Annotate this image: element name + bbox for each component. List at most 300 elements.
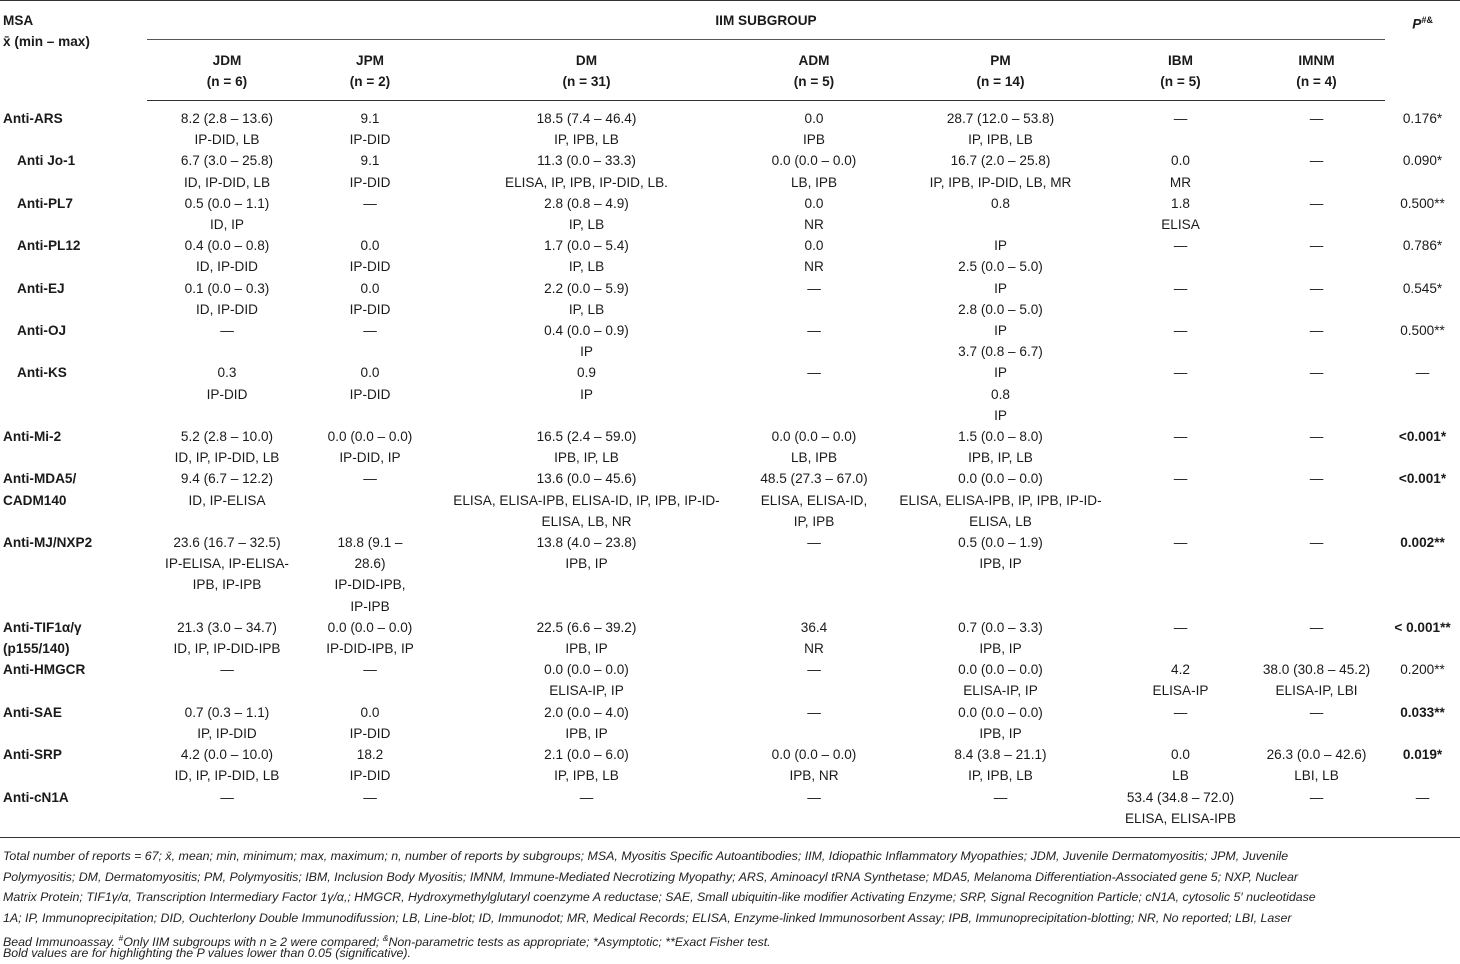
- cell-ibm: [1113, 235, 1248, 277]
- cell-line: 0.1 (0.0 – 0.3): [184, 280, 270, 296]
- cell-line: —: [363, 662, 377, 678]
- cell-adm: [740, 235, 888, 277]
- column-name: JPM: [356, 53, 384, 68]
- cell-line: MR: [1169, 174, 1192, 190]
- cell-line: IP, IPB, LB: [968, 768, 1033, 784]
- cell-dm: [433, 468, 740, 532]
- cell-line: —: [1173, 619, 1188, 635]
- row-label: Anti-ARS: [3, 110, 63, 126]
- cell-line: IP-DID: [206, 386, 248, 402]
- footnote-line: 1A; IP, Immunoprecipitation; DID, Ouchterlony Double Immunodifussion; LB, Line-blot; ID, Immunodot; MR, Medical Records; ELISA, Enzyme-linked Immunosorbent Assay; IPB, Immunoprecipitation-blotting; NR, No reported; LBI, Laser: [3, 910, 1292, 925]
- cell-line: IP-DID: [349, 174, 391, 190]
- cell-line: ID, IP, IP-DID-IPB: [173, 641, 281, 657]
- cell-line: 0.8: [991, 195, 1010, 211]
- cell-line: 0.0 (0.0 – 0.0): [771, 429, 857, 445]
- cell-line: ELISA, ELISA-IPB, ELISA-ID, IP, IPB, IP-ID-: [453, 492, 720, 508]
- cell-pm: [888, 235, 1113, 277]
- cell-adm: [740, 702, 888, 744]
- cell-line: NR: [804, 217, 824, 233]
- footnote-sup-amp: &: [382, 933, 389, 944]
- cell-adm: [740, 150, 888, 192]
- row-label: Anti-EJ: [17, 280, 65, 296]
- cell-adm: [740, 362, 888, 426]
- table-row: [0, 532, 1460, 617]
- cell-line: —: [807, 704, 821, 720]
- cell-line: IP-IPB: [350, 598, 390, 614]
- cell-line: 0.5 (0.0 – 1.1): [184, 195, 270, 211]
- cell-dm: [433, 278, 740, 320]
- cell-line: 0.0: [360, 280, 380, 296]
- cell-line: IPB: [803, 132, 825, 148]
- cell-line: 8.4 (3.8 – 21.1): [954, 747, 1047, 763]
- cell-line: 9.1: [360, 111, 380, 126]
- cell-dm: [433, 744, 740, 786]
- cell-dm: [433, 101, 740, 151]
- cell-imnm: [1248, 362, 1385, 426]
- cell-line: ID, IP, IP-DID, LB: [174, 768, 280, 784]
- cell-line: 0.0 (0.0 – 0.0): [327, 619, 413, 635]
- cell-line: IP, IPB, IP-DID, LB, MR: [929, 174, 1072, 190]
- footnote-line: Total number of reports = 67; x̄, mean; min, minimum; max, maximum; n, number of reports by subgroups; MSA, Myositis Specific Autoantibodies; IIM, Idiopathic Inflammatory Myopathies; JDM, Juvenile Dermatomyositis; JPM, Juvenile: [3, 849, 1289, 863]
- table-row: [0, 278, 1460, 320]
- column-name: DM: [575, 53, 598, 68]
- cell-dm: [433, 235, 740, 277]
- cell-line: —: [1309, 704, 1324, 720]
- cell-line: —: [363, 789, 377, 805]
- p-value: 0.176*: [1402, 110, 1443, 126]
- cell-line: 16.5 (2.4 – 59.0): [536, 429, 637, 445]
- cell-ibm: [1113, 362, 1248, 426]
- cell-line: IPB, IP: [979, 556, 1022, 572]
- table-bottom-rule: [0, 829, 1460, 838]
- cell-line: ID, IP-DID, LB: [183, 174, 271, 190]
- msa-sublabel: x̄ (min – max): [3, 34, 90, 49]
- cell-line: IPB, IP: [979, 641, 1022, 657]
- cell-line: 0.0 (0.0 – 0.0): [958, 471, 1043, 487]
- column-n: (n = 5): [1160, 74, 1201, 89]
- footnote-note-1: Only IIM subgroups with n ≥ 2 were compared;: [123, 935, 383, 950]
- cell-line: —: [807, 535, 821, 551]
- cell-adm: [740, 426, 888, 468]
- cell-line: 0.4 (0.0 – 0.8): [184, 238, 270, 254]
- cell-dm: [433, 532, 740, 617]
- cell-line: LB: [1172, 768, 1189, 784]
- cell-pm: [888, 362, 1113, 426]
- cell-jdm: [147, 659, 307, 701]
- cell-line: —: [220, 789, 234, 805]
- p-value: 0.500**: [1400, 323, 1445, 339]
- cell-adm: [740, 278, 888, 320]
- cell-line: IP-DID: [349, 259, 391, 275]
- cell-jdm: [147, 150, 307, 192]
- cell-line: ELISA, LB: [969, 513, 1032, 529]
- table-row: [0, 362, 1460, 426]
- cell-line: 0.0 (0.0 – 0.0): [771, 153, 857, 169]
- cell-ibm: [1113, 150, 1248, 192]
- cell-line: 0.0: [804, 238, 824, 254]
- column-name: JDM: [212, 53, 242, 68]
- cell-line: IPB, IP-IPB: [192, 577, 262, 593]
- cell-line: 48.5 (27.3 – 67.0): [760, 471, 868, 487]
- cell-line: 0.0: [360, 365, 380, 381]
- row-label: Anti-MJ/NXP2: [3, 535, 93, 551]
- cell-line: 0.0: [1171, 153, 1190, 169]
- cell-line: ID, IP: [210, 217, 244, 233]
- cell-line: IPB, IP, LB: [968, 450, 1033, 466]
- cell-dm: [433, 362, 740, 426]
- cell-line: 1.5 (0.0 – 8.0): [958, 429, 1043, 445]
- p-value: —: [1415, 365, 1430, 381]
- footnote-sup-hash: #: [118, 933, 124, 944]
- cell-line: 4.2 (0.0 – 10.0): [180, 747, 274, 763]
- column-header-imnm: [1248, 40, 1385, 101]
- row-label: Anti-OJ: [17, 323, 67, 339]
- column-name: IMNM: [1298, 53, 1335, 68]
- cell-pm: [888, 702, 1113, 744]
- column-n: (n = 5): [793, 74, 835, 89]
- cell-line: ELISA-IP, IP: [549, 683, 624, 699]
- cell-ibm: [1113, 744, 1248, 786]
- cell-dm: [433, 702, 740, 744]
- cell-line: LB, IPB: [790, 450, 838, 466]
- cell-line: 53.4 (34.8 – 72.0): [1126, 789, 1235, 805]
- cell-jpm: [307, 426, 433, 468]
- row-label: Anti-MDA5/ CADM140: [3, 471, 77, 508]
- cell-line: 0.8: [991, 386, 1010, 402]
- cell-line: —: [993, 789, 1008, 805]
- cell-imnm: [1248, 702, 1385, 744]
- cell-dm: [433, 659, 740, 701]
- msa-label: MSA: [3, 13, 34, 28]
- cell-ibm: [1113, 787, 1248, 829]
- cell-line: 18.2: [356, 747, 384, 763]
- column-header-dm: [433, 40, 740, 101]
- p-value: < 0.001**: [1394, 619, 1451, 635]
- p-value: <0.001*: [1398, 471, 1447, 487]
- cell-jdm: [147, 193, 307, 235]
- row-label: Anti-HMGCR: [3, 662, 86, 678]
- cell-line: —: [807, 365, 821, 381]
- footnote-line: Matrix Protein; TIF1γ/α, Transcription Intermediary Factor 1γ/α,; HMGCR, Hydroxymethylglutaryl coenzyme A reductase; SAE, Small ubiquitin-like modifier Activating Enzyme; SRP, Signal Recognition Particle; cN1A, cytosolic 5′ nucleotidase: [3, 890, 1316, 905]
- cell-ibm: [1113, 617, 1248, 659]
- cell-line: IPB, NR: [789, 768, 839, 784]
- cell-line: ID, IP-DID: [196, 301, 258, 317]
- cell-jpm: [307, 787, 433, 829]
- cell-line: ID, IP-DID: [196, 259, 258, 275]
- cell-line: LBI, LB: [1294, 768, 1339, 784]
- cell-line: 2.0 (0.0 – 4.0): [544, 704, 629, 720]
- cell-line: 13.8 (4.0 – 23.8): [536, 535, 637, 551]
- column-n: (n = 2): [349, 74, 391, 89]
- table-row: [0, 320, 1460, 362]
- cell-ibm: [1113, 532, 1248, 617]
- cell-line: 2.2 (0.0 – 5.9): [544, 280, 629, 296]
- cell-line: IP-DID: [349, 386, 391, 402]
- cell-line: IP-DID-IPB, IP: [326, 641, 414, 657]
- cell-line: ID, IP, IP-DID, LB: [174, 450, 280, 466]
- cell-line: ELISA-IP: [1152, 683, 1209, 699]
- cell-adm: [740, 320, 888, 362]
- cell-adm: [740, 532, 888, 617]
- cell-pm: [888, 659, 1113, 701]
- cell-dm: [433, 320, 740, 362]
- cell-line: 38.0 (30.8 – 45.2): [1262, 662, 1371, 678]
- cell-adm: [740, 468, 888, 532]
- cell-line: —: [1309, 789, 1324, 805]
- row-label: Anti-PL12: [17, 238, 81, 254]
- cell-jdm: [147, 426, 307, 468]
- cell-pm: [888, 320, 1113, 362]
- cell-line: —: [1173, 365, 1188, 381]
- cell-line: IP-DID: [349, 725, 391, 741]
- footnote-line: Polymyositis; DM, Dermatomyositis; PM, Polymyositis; IBM, Inclusion Body Myositis; IMNM, Immune-Mediated Necrotizing Myopathy; ARS, Aminoacyl tRNA Synthetase; MDA5, Melanoma Differentiation-Associated gene 5; NXP, Nuclear: [3, 869, 1299, 884]
- cell-line: IPB, IP, LB: [554, 450, 619, 466]
- cell-ibm: [1113, 702, 1248, 744]
- table-row: [0, 193, 1460, 235]
- column-header-jdm: [147, 40, 307, 101]
- cell-line: —: [363, 195, 377, 211]
- table-row: [0, 659, 1460, 701]
- cell-line: —: [1173, 535, 1188, 551]
- column-n: (n = 6): [206, 74, 248, 89]
- table-row: [0, 787, 1460, 829]
- cell-jpm: [307, 193, 433, 235]
- footnote-note-2: Non-parametric tests as appropriate; *Asymptotic; **Exact Fisher test.: [388, 935, 771, 950]
- cell-dm: [433, 150, 740, 192]
- bold-note: Bold values are for highlighting the P values lower than 0.05 (significative).: [3, 946, 411, 960]
- cell-jpm: [307, 702, 433, 744]
- cell-line: IP, LB: [568, 217, 605, 233]
- table-row: [0, 101, 1460, 151]
- cell-line: IP: [994, 323, 1007, 339]
- cell-line: 2.1 (0.0 – 6.0): [544, 747, 629, 763]
- cell-line: 5.2 (2.8 – 10.0): [180, 429, 274, 445]
- cell-jdm: [147, 787, 307, 829]
- cell-pm: [888, 426, 1113, 468]
- cell-adm: [740, 193, 888, 235]
- table-row: [0, 150, 1460, 192]
- cell-line: 0.0: [804, 195, 824, 211]
- cell-jdm: [147, 468, 307, 532]
- footnote: [3, 846, 1458, 953]
- cell-line: —: [1309, 323, 1324, 339]
- column-header-jpm: [307, 40, 433, 101]
- table-row: [0, 426, 1460, 468]
- cell-line: —: [1173, 429, 1188, 445]
- cell-pm: [888, 744, 1113, 786]
- cell-line: 0.0: [360, 238, 380, 254]
- column-n: (n = 4): [1296, 74, 1337, 89]
- column-name: PM: [990, 53, 1011, 68]
- cell-imnm: [1248, 617, 1385, 659]
- cell-jdm: [147, 532, 307, 617]
- cell-jdm: [147, 362, 307, 426]
- column-name: IBM: [1168, 53, 1193, 68]
- cell-pm: [888, 787, 1113, 829]
- cell-line: —: [1309, 195, 1324, 211]
- cell-line: —: [220, 662, 234, 678]
- cell-line: —: [363, 471, 377, 487]
- cell-line: IPB, IP: [565, 725, 608, 741]
- cell-line: —: [1173, 471, 1188, 487]
- row-label: Anti-cN1A: [3, 789, 69, 805]
- cell-line: IP-DID: [349, 768, 391, 784]
- cell-adm: [740, 659, 888, 701]
- table-row: [0, 235, 1460, 277]
- cell-line: IP, IPB, LB: [554, 768, 619, 784]
- row-label: Anti-KS: [17, 365, 67, 381]
- cell-line: IPB, IP: [565, 556, 608, 572]
- p-label: P: [1412, 16, 1422, 32]
- cell-line: ELISA, ELISA-IPB: [1124, 810, 1237, 826]
- cell-imnm: [1248, 320, 1385, 362]
- row-label: Anti-SAE: [3, 704, 62, 720]
- cell-line: 21.3 (3.0 – 34.7): [177, 619, 277, 635]
- cell-adm: [740, 617, 888, 659]
- cell-line: 9.1: [360, 153, 380, 169]
- cell-pm: [888, 150, 1113, 192]
- cell-line: 0.0 (0.0 – 0.0): [771, 747, 857, 763]
- cell-dm: [433, 193, 740, 235]
- cell-line: 11.3 (0.0 – 33.3): [537, 153, 636, 169]
- cell-pm: [888, 193, 1113, 235]
- cell-line: —: [1173, 280, 1188, 296]
- iim-subgroup-title: IIM SUBGROUP: [147, 10, 1385, 40]
- p-value: —: [1415, 789, 1430, 805]
- column-name: ADM: [798, 53, 830, 68]
- cell-ibm: [1113, 193, 1248, 235]
- p-value: 0.090*: [1402, 153, 1443, 169]
- cell-imnm: [1248, 426, 1385, 468]
- row-label: Anti-Mi-2: [3, 429, 62, 445]
- cell-jdm: [147, 101, 307, 151]
- cell-jdm: [147, 278, 307, 320]
- cell-line: IP-DID, LB: [194, 132, 260, 148]
- cell-line: IPB, IP: [565, 641, 608, 657]
- cell-pm: [888, 532, 1113, 617]
- cell-line: 4.2: [1171, 662, 1190, 678]
- cell-line: —: [1309, 365, 1324, 381]
- cell-line: 8.2 (2.8 – 13.6): [180, 111, 274, 126]
- cell-line: 28.7 (12.0 – 53.8): [946, 111, 1055, 126]
- cell-imnm: [1248, 744, 1385, 786]
- cell-adm: [740, 787, 888, 829]
- column-n: (n = 14): [976, 74, 1025, 89]
- cell-line: 0.0 (0.0 – 0.0): [958, 704, 1043, 720]
- cell-line: ELISA: [1161, 217, 1200, 233]
- cell-line: 0.7 (0.0 – 3.3): [958, 619, 1043, 635]
- cell-line: 0.0: [360, 704, 380, 720]
- cell-imnm: [1248, 235, 1385, 277]
- cell-line: ELISA, ELISA-ID,: [760, 492, 868, 508]
- column-n: (n = 31): [562, 74, 611, 89]
- cell-line: 0.9: [577, 365, 596, 381]
- cell-line: 2.8 (0.0 – 5.0): [958, 301, 1043, 317]
- cell-dm: [433, 426, 740, 468]
- cell-line: —: [1309, 280, 1324, 296]
- cell-line: IP-DID: [349, 301, 391, 317]
- cell-jpm: [307, 235, 433, 277]
- cell-line: 26.3 (0.0 – 42.6): [1266, 747, 1367, 763]
- cell-line: 6.7 (3.0 – 25.8): [180, 153, 274, 169]
- cell-imnm: [1248, 659, 1385, 701]
- cell-line: IP: [994, 238, 1007, 254]
- cell-line: IPB, IP: [979, 725, 1022, 741]
- cell-jdm: [147, 617, 307, 659]
- cell-jpm: [307, 150, 433, 192]
- cell-dm: [433, 617, 740, 659]
- cell-line: —: [1173, 111, 1188, 126]
- cell-line: 1.7 (0.0 – 5.4): [544, 238, 629, 254]
- cell-line: —: [1309, 535, 1324, 551]
- cell-line: —: [1309, 619, 1324, 635]
- table-row: [0, 468, 1460, 532]
- cell-line: 28.6): [354, 556, 386, 572]
- cell-pm: [888, 468, 1113, 532]
- cell-line: 13.6 (0.0 – 45.6): [536, 471, 637, 487]
- p-value: 0.200**: [1400, 662, 1445, 678]
- row-label: Anti Jo-1: [17, 153, 76, 169]
- p-value: 0.019*: [1402, 747, 1443, 763]
- p-value: 0.786*: [1402, 238, 1443, 254]
- cell-line: 0.4 (0.0 – 0.9): [544, 323, 629, 339]
- cell-line: —: [579, 789, 594, 805]
- cell-jpm: [307, 101, 433, 151]
- row-label: Anti-PL7: [17, 195, 73, 211]
- cell-line: 0.0 (0.0 – 0.0): [958, 662, 1043, 678]
- p-value: 0.002**: [1400, 535, 1445, 551]
- cell-line: ELISA-IP, IP: [963, 683, 1038, 699]
- cell-pm: [888, 278, 1113, 320]
- cell-jpm: [307, 362, 433, 426]
- cell-line: —: [1309, 111, 1324, 126]
- cell-line: —: [807, 662, 821, 678]
- cell-line: 0.5 (0.0 – 1.9): [958, 535, 1043, 551]
- cell-imnm: [1248, 787, 1385, 829]
- cell-line: 2.8 (0.8 – 4.9): [544, 195, 629, 211]
- cell-dm: [433, 787, 740, 829]
- cell-line: IP: [994, 407, 1007, 423]
- column-header-ibm: [1113, 40, 1248, 101]
- cell-jdm: [147, 702, 307, 744]
- cell-line: ELISA, LB, NR: [541, 513, 632, 529]
- cell-imnm: [1248, 150, 1385, 192]
- table-row: [0, 702, 1460, 744]
- cell-line: —: [1309, 429, 1324, 445]
- cell-line: —: [1309, 471, 1324, 487]
- cell-line: —: [1173, 238, 1188, 254]
- cell-line: IP-DID-IPB,: [334, 577, 406, 593]
- cell-line: 0.0: [804, 111, 824, 126]
- cell-line: 3.7 (0.8 – 6.7): [958, 344, 1043, 360]
- cell-jdm: [147, 320, 307, 362]
- cell-ibm: [1113, 659, 1248, 701]
- cell-line: —: [807, 789, 821, 805]
- cell-line: 22.5 (6.6 – 39.2): [536, 619, 637, 635]
- p-value: 0.545*: [1402, 280, 1443, 296]
- cell-line: 0.0 (0.0 – 0.0): [544, 662, 629, 678]
- cell-line: IP, LB: [568, 259, 605, 275]
- iim-subgroup-header: [147, 1, 1385, 41]
- cell-pm: [888, 617, 1113, 659]
- cell-line: 0.7 (0.3 – 1.1): [184, 704, 270, 720]
- cell-line: IP, IPB, LB: [968, 132, 1033, 148]
- cell-line: 0.0 (0.0 – 0.0): [327, 429, 413, 445]
- cell-jpm: [307, 659, 433, 701]
- cell-line: —: [1309, 153, 1324, 169]
- cell-ibm: [1113, 320, 1248, 362]
- cell-line: IP: [994, 280, 1007, 296]
